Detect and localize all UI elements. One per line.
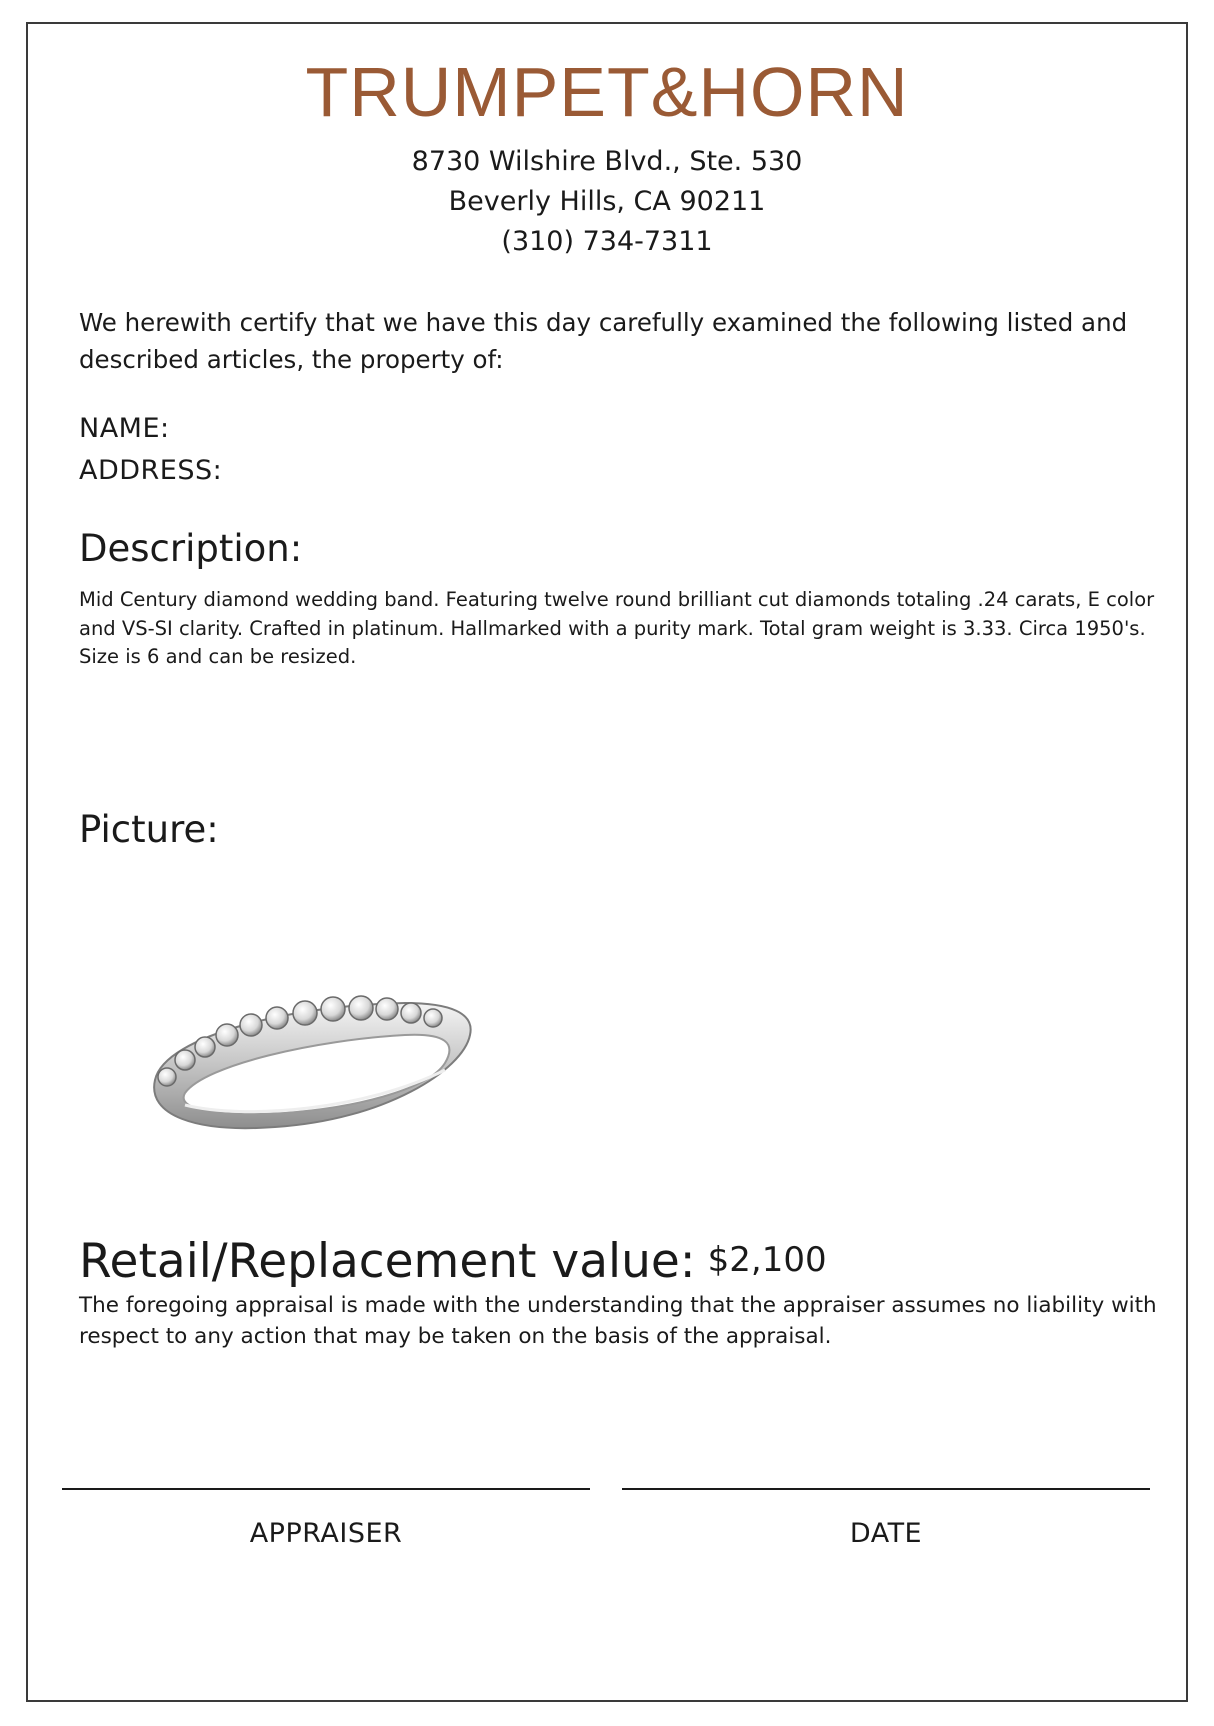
retail-value-amount: $2,100 xyxy=(707,1240,827,1280)
name-label: NAME: xyxy=(79,413,170,444)
brand-logo: TRUMPET&HORN xyxy=(305,53,909,131)
date-label: DATE xyxy=(849,1518,923,1549)
address-line-2: Beverly Hills, CA 90211 xyxy=(448,186,766,217)
ring-photo xyxy=(145,985,485,1155)
address-line-1: 8730 Wilshire Blvd., Ste. 530 xyxy=(411,146,803,177)
page-border xyxy=(26,22,1188,1702)
retail-value-label: Retail/Replacement value: xyxy=(79,1234,696,1289)
description-text: Mid Century diamond wedding band. Featuring twelve round brilliant cut diamonds totaling .24 carats, E color and VS-SI clarity. Crafted in platinum. Hallmarked with a purity mark. Total gram weight is 3.33. Circa 1950's. Size is 6 and can be resized. xyxy=(79,588,1155,668)
phone-number: (310) 734-7311 xyxy=(501,226,713,257)
appraiser-signature-line xyxy=(62,1488,590,1490)
description-heading: Description: xyxy=(79,527,303,570)
appraisal-disclaimer: The foregoing appraisal is made with the understanding that the appraiser assumes no liability with respect to any action that may be taken on the basis of the appraisal. xyxy=(79,1293,1157,1349)
store-address xyxy=(0,142,1214,262)
retail-value-row xyxy=(79,1234,827,1294)
address-label: ADDRESS: xyxy=(79,455,223,486)
appraiser-label: APPRAISER xyxy=(249,1518,403,1549)
certification-statement: We herewith certify that we have this day carefully examined the following listed and described articles, the property of: xyxy=(79,308,1128,374)
picture-heading: Picture: xyxy=(79,808,219,851)
date-signature-line xyxy=(622,1488,1150,1490)
